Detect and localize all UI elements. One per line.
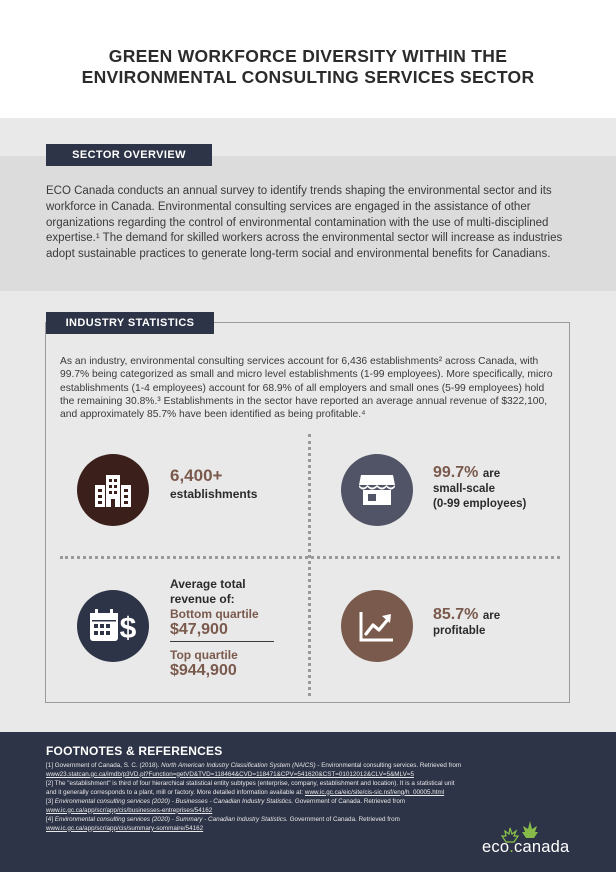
establishments-label: establishments — [170, 487, 258, 501]
bottom-quartile-value: $47,900 — [170, 621, 228, 638]
eco-canada-logo — [482, 838, 569, 857]
revenue-heading-1: Average total — [170, 577, 246, 591]
footnote-1-link[interactable]: www23.statcan.gc.ca/imdb/p3VD.pl?Function=getVD&TVD=118464&CVD=118471&CPV=541620&CST=01012012&CLV=5&MLV=5 — [46, 770, 414, 778]
sector-overview-heading: SECTOR OVERVIEW — [46, 144, 212, 166]
profitable-stat — [433, 606, 563, 639]
profitable-desc: profitable — [433, 625, 486, 637]
quartile-divider — [170, 641, 274, 642]
horizontal-dotted-divider — [60, 556, 560, 559]
footnote-2-link[interactable]: www.ic.gc.ca/eic/site/cis-sic.nsf/eng/h_00005.html — [304, 788, 445, 796]
establishments-value: 6,400+ — [170, 466, 223, 485]
footnote-2: [2] The "establishment" is third of four hierarchical statistical entity subtypes (enterprise, company, establishment and location). It is a statistical unit and it generally corresponds to a plant, mill or factory. More detailed information available at: www.ic.gc.ca/eic/site/cis-sic.nsf/eng/h_00005.html — [46, 779, 455, 796]
logo-word-eco: eco — [482, 838, 510, 856]
small-scale-value: 99.7% — [433, 464, 479, 481]
logo-dot: . — [509, 838, 514, 856]
industry-statistics-text: As an industry, environmental consulting services account for 6,436 establishments² across Canada, with 99.7% being categorized as small and micro level establishments (1-99 employees). More specifically, micro establishments (1-4 employees) account for 68.9% of all employers and small ones (5-99 employees) hold the remaining 30.8%.³ Establishments in the sector have reported an average annual revenue of $322,100, and approximately 85.7% have been identified as being profitable.⁴ — [60, 356, 553, 421]
profitable-label: are — [482, 610, 501, 622]
profitable-badge — [341, 590, 413, 662]
vertical-dotted-divider — [308, 434, 311, 696]
storefront-icon — [358, 473, 396, 507]
logo-word-canada: canada — [514, 838, 570, 856]
title-line-1: GREEN WORKFORCE DIVERSITY WITHIN THE — [108, 46, 508, 66]
small-scale-range: (0-99 employees) — [433, 498, 527, 510]
footnotes-list — [46, 762, 464, 834]
industry-statistics-heading: INDUSTRY STATISTICS — [46, 312, 214, 334]
small-scale-desc: small-scale — [433, 483, 496, 495]
bottom-quartile-label: Bottom quartile — [170, 607, 259, 621]
small-scale-stat — [433, 464, 563, 512]
small-scale-label: are — [482, 468, 501, 480]
footnote-4: [4] Environmental consulting services (2020) - Summary - Canadian Industry Statistics. Government of Canada. Retrieved from www.ic.gc.ca/app/scr/app/cis/summary-sommaire/54162 — [46, 815, 400, 832]
footnote-3: [3] Environmental consulting services (2020) - Businesses - Canadian Industry Statistics. Government of Canada. Retrieved from www.ic.gc.ca/app/scr/app/cis/businesses-entreprises/54162 — [46, 797, 406, 814]
footnote-4-link[interactable]: www.ic.gc.ca/app/scr/app/cis/summary-sommaire/54162 — [46, 824, 204, 832]
header — [0, 0, 616, 118]
footnote-3-link[interactable]: www.ic.gc.ca/app/scr/app/cis/businesses-entreprises/54162 — [46, 806, 213, 814]
top-quartile-value: $944,900 — [170, 662, 237, 679]
footnotes-heading: FOOTNOTES & REFERENCES — [46, 744, 223, 758]
establishments-badge — [77, 454, 149, 526]
footnote-1: [1] Government of Canada, S. C. (2018). North American Industry Classification System (NAICS) - Environmental consulting services. Retrieved from www23.statcan.gc.ca/imdb/p3VD.pl?Function=getVD&TVD=118464&CVD=118471&CPV=541620&CST=01012012&CLV=5&MLV=5 — [46, 762, 462, 778]
trend-chart-icon — [358, 609, 396, 643]
top-quartile-label: Top quartile — [170, 648, 238, 662]
establishments-stat — [170, 466, 257, 502]
svg-text:$: $ — [119, 612, 137, 645]
title-line-2: ENVIRONMENTAL CONSULTING SERVICES SECTOR — [81, 67, 535, 87]
profitable-value: 85.7% — [433, 606, 479, 623]
page-title — [0, 46, 616, 88]
small-scale-badge — [341, 454, 413, 526]
building-icon — [92, 471, 134, 509]
revenue-stat — [170, 577, 280, 680]
revenue-badge — [77, 590, 149, 662]
revenue-heading-2: revenue of: — [170, 592, 235, 606]
sector-overview-text: ECO Canada conducts an annual survey to identify trends shaping the environmental sector and its workforce in Canada. Environmental consulting services are engaged in the assistance of other organizations regarding the control of environmental contamination with the use of multi-disciplined expertise.¹ The demand for skilled workers across the environmental sector will increase as industries adopt sustainable practices to generate long-term social and environmental benefits for Canadians. — [46, 185, 563, 261]
calendar-dollar-icon — [88, 607, 138, 645]
